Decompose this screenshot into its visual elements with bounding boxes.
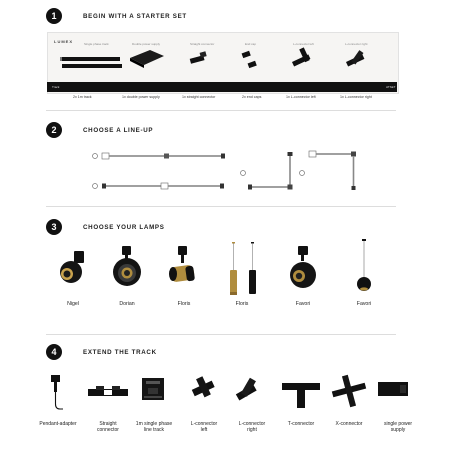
track-part-label — [97, 421, 119, 434]
track-part-label-line1: 1m single phase — [135, 421, 173, 427]
lamp-name: Favori — [356, 301, 372, 307]
banner-text: Straight connector — [190, 42, 215, 46]
lamp-name: Nigel — [67, 301, 79, 307]
starter-item-label: 1x double power supply — [122, 95, 160, 99]
track-part-label — [239, 421, 265, 434]
step-4-number: 4 — [46, 344, 62, 360]
banner-text: L-connector right — [345, 42, 368, 46]
track-part-label — [39, 421, 76, 427]
step-2-number: 2 — [46, 122, 62, 138]
track-part-label-line2: right — [247, 427, 257, 434]
track-part-label-line1: L-connector — [238, 421, 266, 427]
banner-footer-right: ATSET — [386, 85, 396, 89]
step-4-title: EXTEND THE TRACK — [83, 349, 157, 356]
starter-item-label: 1x L-connector left — [286, 95, 316, 99]
starter-item-label: 1x straight connector — [182, 95, 216, 99]
lamp-name: Floris — [235, 301, 249, 307]
track-part-label — [336, 421, 363, 427]
lamp-name: Floris — [177, 301, 191, 307]
track-part-label-line1: X-connector — [335, 421, 363, 427]
step-1-number: 1 — [46, 8, 62, 24]
starter-item-label: 1x L-connector right — [340, 95, 372, 99]
lamp-name: Favori — [295, 301, 311, 307]
track-part-label-line2: connector — [97, 427, 119, 434]
track-part-label-line1: Pendant-adapter — [39, 421, 77, 427]
banner-text: L-connector left — [293, 42, 314, 46]
starter-item-label: 2x 1m track — [73, 95, 92, 99]
banner-text: Double power supply — [132, 42, 161, 46]
track-part-label — [191, 421, 217, 434]
lamp-name: Dorian — [119, 301, 135, 307]
banner-text: End cap — [245, 42, 257, 46]
track-part-label-line1: T-connector — [287, 421, 315, 427]
track-part-label — [288, 421, 314, 427]
track-part-label — [136, 421, 172, 434]
step-3-title: CHOOSE YOUR LAMPS — [83, 224, 165, 231]
step-2-title: CHOOSE A LINE-UP — [83, 127, 154, 134]
starter-item-label: 2x end caps — [242, 95, 262, 99]
track-part-label-line2: left — [200, 427, 208, 434]
track-part-label — [384, 421, 412, 434]
track-part-label-line2: supply — [390, 427, 406, 434]
track-part-label-line1: Straight — [99, 421, 117, 427]
banner-text: Single phase track — [84, 42, 109, 46]
banner-footer-left: Track — [52, 85, 60, 89]
track-part-label-line1: L-connector — [190, 421, 218, 427]
track-part-label-line1: single power — [383, 421, 413, 427]
step-3-number: 3 — [46, 219, 62, 235]
track-part-label-line2: line track — [143, 427, 165, 434]
banner-brand: LUMEX — [54, 39, 73, 44]
step-1-title: BEGIN WITH A STARTER SET — [83, 13, 187, 20]
